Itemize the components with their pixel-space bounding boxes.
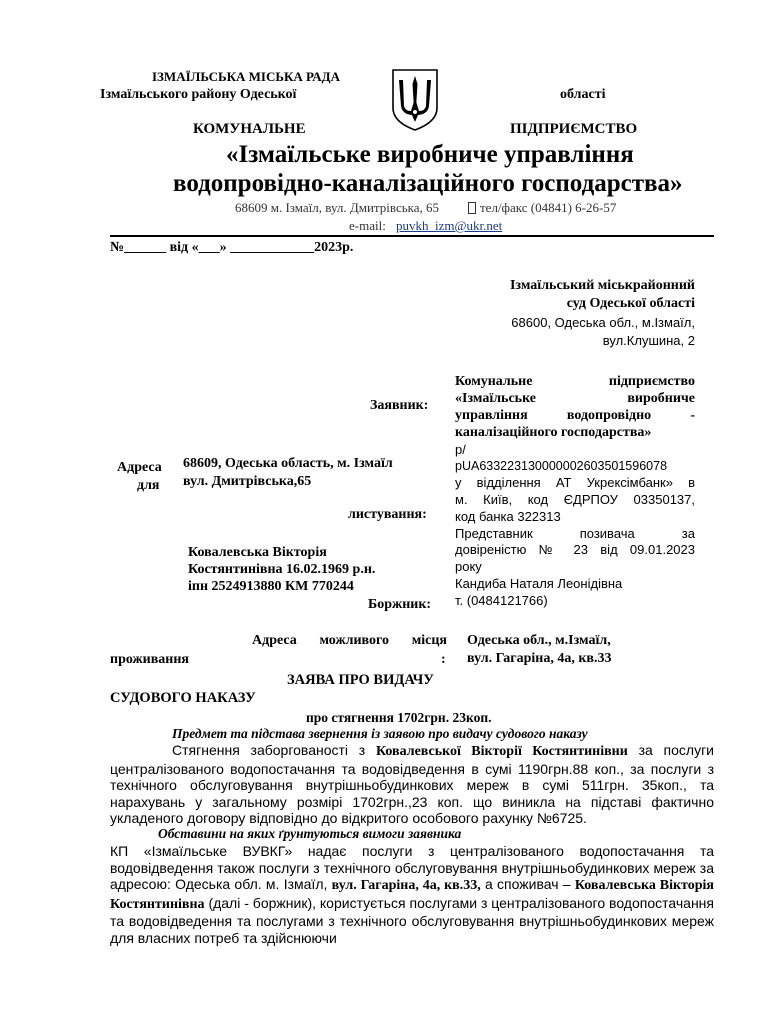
applicant-name-line4: каналізаційного господарства» xyxy=(455,425,652,440)
court-address-line1: 68600, Одеська обл., м.Ізмаїл, xyxy=(511,315,695,330)
reference-line: №______ від «___» ____________2023р. xyxy=(110,240,354,255)
enterprise-title-line2: водопровідно-каналізаційного господарства» xyxy=(173,170,683,197)
representative-phone: т. (0484121766) xyxy=(455,593,548,608)
debtor-label: Боржник: xyxy=(368,597,432,612)
header-divider xyxy=(110,235,714,237)
statement-title-line1: ЗАЯВА ПРО ВИДАЧУ xyxy=(287,672,434,688)
phone-icon xyxy=(468,202,476,214)
p2-text-a: КП «Ізмаїльське ВУВКГ» надає послуги з централізованого водопостачання та водовідведення також послуги з технічного обслуговування внутрішньобудинкових мереж за адресою: Одеська обл. м. Ізмаїл, xyxy=(110,843,714,893)
council-name: ІЗМАЇЛЬСЬКА МІСЬКА РАДА xyxy=(152,69,341,84)
debtor-tax-id: іпн 2524913880 КМ 770244 xyxy=(188,579,354,594)
residence-label-line1: Адреса можливого місця xyxy=(252,633,447,648)
bank-line2: м. Київ, код ЄДРПОУ 03350137, xyxy=(455,492,695,507)
p1-debtor-name: Ковалевської Вікторії Костянтинівни xyxy=(375,744,628,759)
p1-text-pre: Стягнення заборгованості з xyxy=(172,742,376,758)
district-name: Ізмаїльського району Одеської xyxy=(100,87,297,102)
for-word: для xyxy=(137,478,160,493)
applicant-name-line2: «Ізмаїльське виробниче xyxy=(455,391,695,406)
statement-subject: про стягнення 1702грн. 23коп. xyxy=(306,710,492,725)
p2-text-b: а споживач – xyxy=(480,876,575,893)
account-prefix: р/ xyxy=(455,442,466,457)
enterprise-phone: тел/факс (04841) 6-26-57 xyxy=(480,200,617,215)
trident-emblem-icon xyxy=(390,68,440,132)
p1-text-post: за послуги централізованого водопостачання та водовідведення в сумі 1190грн.88 коп., за послуги з технічного обслуговування внутрішньобудинкових мереж в сумі 511грн. 35коп., та нарахувань у загальному розмірі 1702грн.,23 коп. що виникла на підставі фактично укладеного договору відповідно до відкритого особового рахунку №6725. xyxy=(110,742,714,827)
p2-debtor-name: Ковалевська Вікторія Костянтинівна xyxy=(110,878,714,912)
email-label: e-mail: xyxy=(349,218,386,233)
debtor-name-line2: Костянтинівна 16.02.1969 р.н. xyxy=(188,562,376,577)
bank-account: рUA633223130000002603501596078 xyxy=(455,459,668,473)
section-heading-circumstances: Обставини на яких ґрунтуються вимоги заявника xyxy=(158,826,462,841)
mailing-address-line1: 68609, Одеська область, м. Ізмаїл xyxy=(183,456,393,471)
bank-line3: код банка 322313 xyxy=(455,509,561,524)
statement-title-line2: СУДОВОГО НАКАЗУ xyxy=(110,690,256,706)
representative-line1: Представник позивача за xyxy=(455,526,695,541)
mailing-address-line2: вул. Дмитрівська,65 xyxy=(183,474,312,489)
residence-colon: : xyxy=(441,652,446,667)
court-address-line2: вул.Клушина, 2 xyxy=(602,333,695,348)
p2-address: вул. Гагаріна, 4а, кв.33, xyxy=(331,878,481,894)
residence-word: проживання xyxy=(110,652,189,667)
mailing-label: листування: xyxy=(348,507,427,522)
residence-value-line1: Одеська обл., м.Ізмаїл, xyxy=(467,633,611,648)
representative-line3: року xyxy=(455,559,482,574)
applicant-name-line1: Комунальне підприємство xyxy=(455,374,695,389)
enterprise-kind-left: КОМУНАЛЬНЕ xyxy=(193,121,306,137)
bank-line1: у відділення АТ Укрексімбанк» в xyxy=(455,475,695,490)
court-name-line2: суд Одеської області xyxy=(566,296,695,311)
enterprise-kind-right: ПІДПРИЄМСТВО xyxy=(510,121,638,137)
applicant-name-line3: управління водопровідно - xyxy=(455,408,695,423)
applicant-label: Заявник: xyxy=(370,398,429,413)
enterprise-title-line1: «Ізмаїльське виробниче управління xyxy=(226,141,634,168)
section-heading-subject: Предмет та підстава звернення із заявою про видачу судового наказу xyxy=(172,726,588,741)
residence-value-line2: вул. Гагаріна, 4а, кв.33 xyxy=(467,651,612,666)
p2-text-c: (далі - боржник), користується послугами з централізованого водопостачання та водовідведення та послугами з технічного обслуговування внутрішньобудинкових мереж для власних потреб та здійснюючи xyxy=(110,894,714,946)
paragraph-circumstances xyxy=(110,843,714,947)
region-word: області xyxy=(560,87,606,102)
paragraph-subject xyxy=(110,742,714,827)
debtor-name-line1: Ковалевська Вікторія xyxy=(188,545,327,560)
address-word: Адреса xyxy=(117,460,162,475)
court-name-line1: Ізмаїльський міськрайонний xyxy=(509,278,695,293)
representative-line2: довіреністю № 23 від 09.01.2023 xyxy=(455,542,695,557)
enterprise-address: 68609 м. Ізмаїл, вул. Дмитрівська, 65 xyxy=(235,200,440,215)
email-link[interactable]: puvkh_izm@ukr.net xyxy=(396,218,503,233)
representative-name: Кандиба Наталя Леонідівна xyxy=(455,576,623,591)
